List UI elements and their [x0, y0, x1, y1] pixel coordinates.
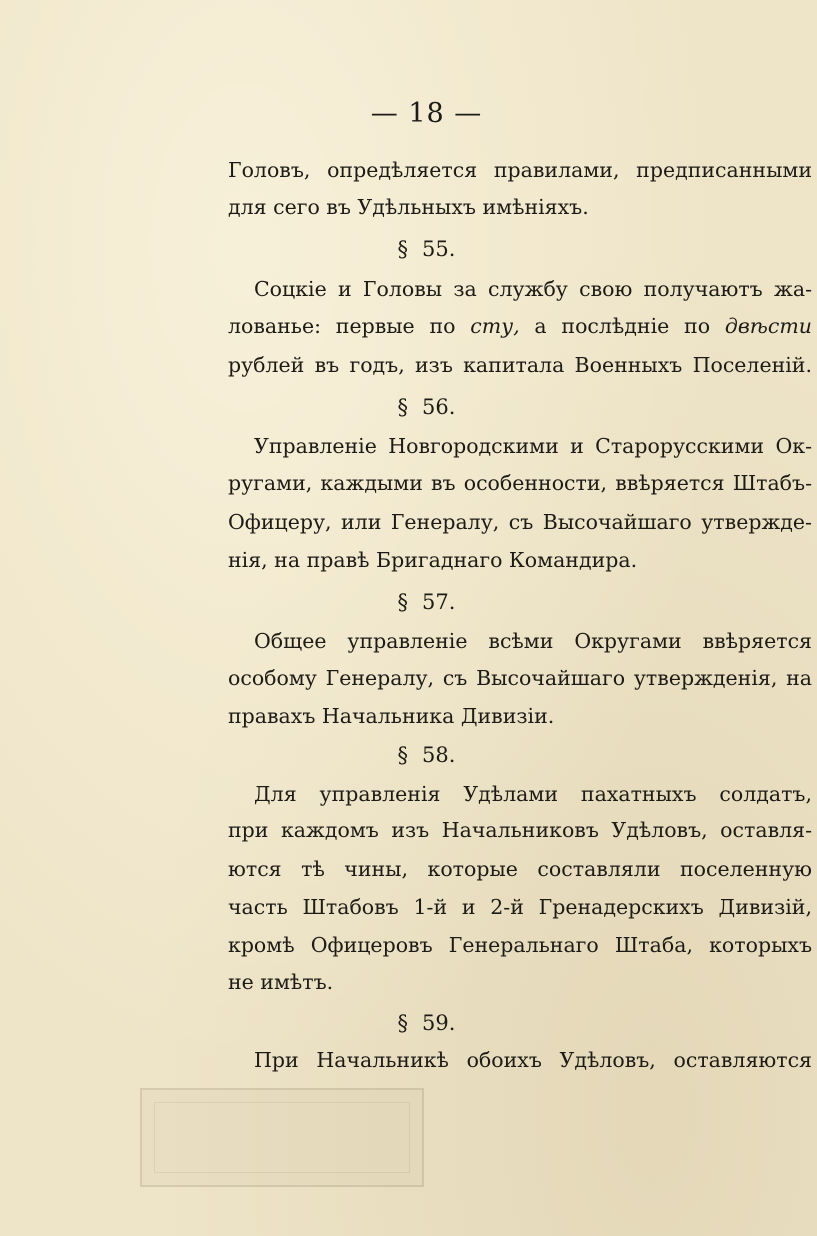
section-heading-57	[0, 590, 817, 614]
text-fragment: а послѣдніе по	[534, 314, 711, 338]
text-line: ются тѣ чины, которые составляли поселенную	[228, 857, 812, 881]
text-line: Соцкіе и Головы за службу свою получаютъ жа-	[254, 277, 812, 301]
text-line: Офицеру, или Генералу, съ Высочайшаго утвержде-	[228, 510, 812, 534]
section-heading-58	[0, 743, 817, 767]
italic-fragment: сту,	[470, 314, 520, 338]
section-heading-55	[0, 237, 817, 261]
text-fragment: лованье: первые по	[228, 314, 456, 338]
section-number: 59.	[422, 1011, 456, 1035]
section-number: 55.	[422, 237, 456, 261]
text-line: Общее управленіе всѣми Округами ввѣряется	[254, 629, 812, 653]
text-line: Управленіе Новгородскими и Старорусскими Ок-	[254, 434, 812, 458]
text-line: правахъ Начальника Дивизіи.	[228, 704, 555, 728]
section-symbol: §	[397, 395, 409, 419]
section-symbol: §	[397, 590, 409, 614]
text-line: Для управленія Удѣлами пахатныхъ солдатъ,	[254, 782, 812, 806]
italic-fragment: двѣсти	[724, 314, 812, 338]
text-line: при каждомъ изъ Начальниковъ Удѣловъ, оставля-	[228, 818, 812, 842]
text-line: кромѣ Офицеровъ Генеральнаго Штаба, которыхъ	[228, 933, 812, 957]
stamp-inner-frame	[154, 1102, 410, 1173]
text-line	[228, 316, 812, 337]
section-symbol: §	[397, 743, 409, 767]
text-line: ругами, каждыми въ особенности, ввѣряется Штабъ-	[228, 471, 812, 495]
section-symbol: §	[397, 1011, 409, 1035]
section-heading-59	[0, 1011, 817, 1035]
section-symbol: §	[397, 237, 409, 261]
section-number: 57.	[422, 590, 456, 614]
section-number: 56.	[422, 395, 456, 419]
section-number: 58.	[422, 743, 456, 767]
text-line: особому Генералу, съ Высочайшаго утвержденія, на	[228, 666, 812, 690]
section-heading-56	[0, 395, 817, 419]
text-line: не имѣтъ.	[228, 970, 334, 994]
page-number: — 18 —	[370, 98, 483, 129]
text-line: для сего въ Удѣльныхъ имѣніяхъ.	[228, 195, 589, 219]
text-line: нія, на правѣ Бригаднаго Командира.	[228, 548, 638, 572]
text-line: При Начальникѣ обоихъ Удѣловъ, оставляются	[254, 1048, 812, 1072]
library-stamp-bleedthrough	[140, 1088, 424, 1187]
text-line: часть Штабовъ 1-й и 2-й Гренадерскихъ Дивизій,	[228, 895, 812, 919]
text-line: рублей въ годъ, изъ капитала Военныхъ Поселеній.	[228, 353, 812, 377]
text-line: Головъ, опредѣляется правилами, предписанными	[228, 158, 812, 182]
